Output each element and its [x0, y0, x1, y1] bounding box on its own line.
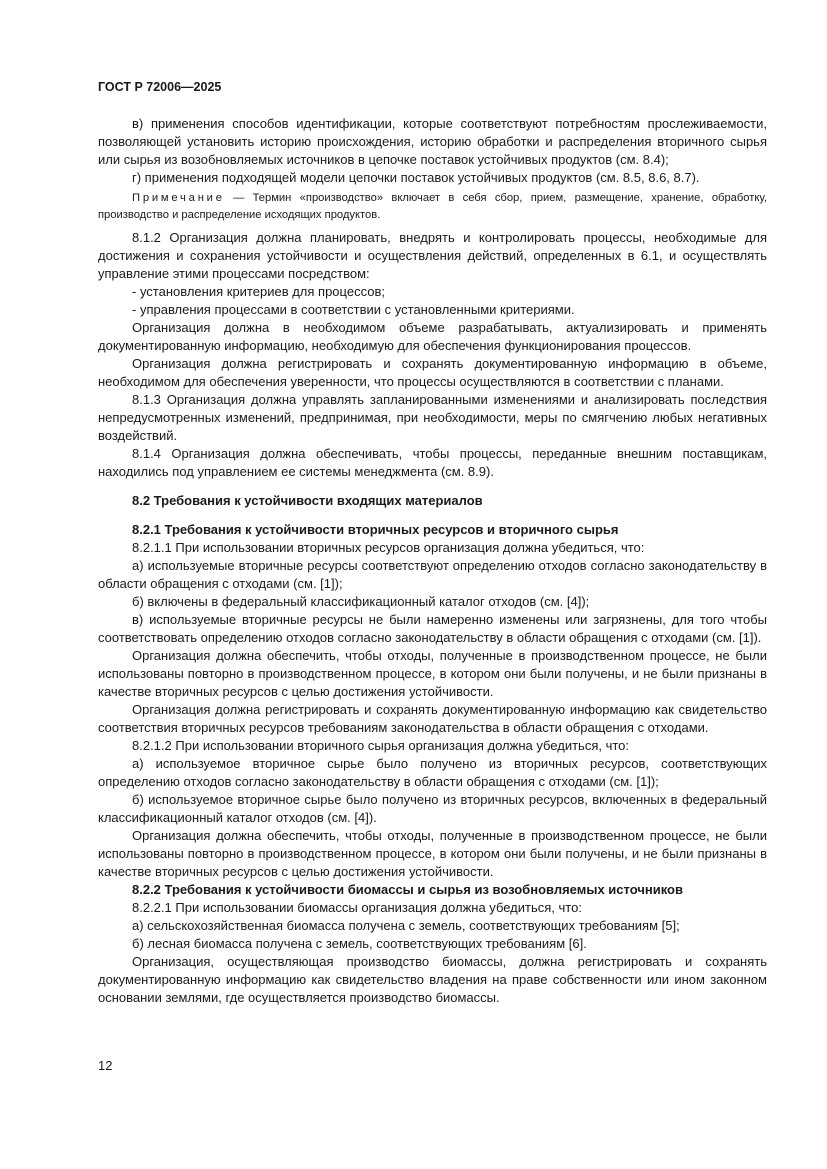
- paragraph: в) используемые вторичные ресурсы не были намеренно изменены или загрязнены, для того чтобы соответствовать определению отходов согласно законодательству в области обращения с отходами (см. [1]).: [98, 612, 767, 645]
- paragraph: 8.1.3 Организация должна управлять запланированными изменениями и анализировать последствия непредусмотренных изменений, предпринимая, при необходимости, меры по смягчению любых негативных воздействий.: [98, 392, 767, 443]
- paragraph: Организация, осуществляющая производство биомассы, должна регистрировать и сохранять документированную информацию как свидетельство владения на праве собственности или ином законном основании землями, где осуществляется производство биомассы.: [98, 954, 767, 1005]
- paragraph: 8.2.1.2 При использовании вторичного сырья организация должна убедиться, что:: [132, 738, 630, 753]
- page-number: 12: [98, 1058, 113, 1073]
- paragraph: а) используемые вторичные ресурсы соответствуют определению отходов согласно законодательству в области обращения с отходами (см. [1]);: [98, 558, 767, 591]
- paragraph: Организация должна обеспечить, чтобы отходы, полученные в производственном процессе, не были использованы повторно в производственном процессе, в котором они были получены, и не были признаны в качестве вторичных ресурсов с целью достижения устойчивости.: [98, 828, 767, 879]
- note: [98, 190, 767, 223]
- document-body: [98, 115, 767, 1007]
- paragraph: Организация должна в необходимом объеме разрабатывать, актуализировать и применять документированную информацию, необходимую для обеспечения функционирования процессов.: [98, 320, 767, 353]
- paragraph: 8.2.2.1 При использовании биомассы организация должна убедиться, что:: [132, 900, 582, 915]
- paragraph: в) применения способов идентификации, которые соответствуют потребностям прослеживаемости, позволяющей установить историю происхождения, историю обработки и распределения вторичного сырья или сырья из возобновляемых источников в цепочке поставок устойчивых продуктов (см. 8.4);: [98, 116, 767, 167]
- paragraph: 8.1.2 Организация должна планировать, внедрять и контролировать процессы, необходимые для достижения и сохранения устойчивости и осуществления действий, определенных в 6.1, и осуществлять управление этими процессами посредством:: [98, 230, 767, 281]
- paragraph: Организация должна регистрировать и сохранять документированную информацию в объеме, необходимом для обеспечения уверенности, что процессы осуществляются в соответствии с планами.: [98, 356, 767, 389]
- paragraph: Организация должна обеспечить, чтобы отходы, полученные в производственном процессе, не были использованы повторно в производственном процессе, в котором они были получены, и не были признаны в качестве вторичных ресурсов с целью достижения устойчивости.: [98, 648, 767, 699]
- subsection-heading: 8.2.1 Требования к устойчивости вторичных ресурсов и вторичного сырья: [132, 522, 619, 537]
- section-heading: 8.2 Требования к устойчивости входящих материалов: [132, 493, 483, 508]
- paragraph: а) сельскохозяйственная биомасса получена с земель, соответствующих требованиям [5];: [132, 918, 680, 933]
- paragraph: Организация должна регистрировать и сохранять документированную информацию как свидетельство соответствия вторичных ресурсов требованиям законодательства в области обращения с отходами.: [98, 702, 767, 735]
- document-code-header: ГОСТ Р 72006—2025: [98, 80, 222, 94]
- paragraph: 8.2.1.1 При использовании вторичных ресурсов организация должна убедиться, что:: [132, 540, 645, 555]
- list-item: - управления процессами в соответствии с установленными критериями.: [132, 302, 575, 317]
- list-item: - установления критериев для процессов;: [132, 284, 385, 299]
- paragraph: г) применения подходящей модели цепочки поставок устойчивых продуктов (см. 8.5, 8.6, 8.7).: [132, 170, 700, 185]
- paragraph: б) лесная биомасса получена с земель, соответствующих требованиям [6].: [132, 936, 587, 951]
- paragraph: б) включены в федеральный классификационный каталог отходов (см. [4]);: [132, 594, 590, 609]
- paragraph: 8.1.4 Организация должна обеспечивать, чтобы процессы, переданные внешним поставщикам, находились под управлением ее системы менеджмента (см. 8.9).: [98, 446, 767, 479]
- subsection-heading: 8.2.2 Требования к устойчивости биомассы и сырья из возобновляемых источников: [132, 882, 683, 897]
- paragraph: а) используемое вторичное сырье было получено из вторичных ресурсов, соответствующих определению отходов согласно законодательству в области обращения с отходами (см. [1]);: [98, 756, 767, 789]
- note-text: — Термин «производство» включает в себя сбор, прием, размещение, хранение, обработку, производство и распределение исходящих продуктов.: [98, 192, 767, 221]
- paragraph: б) используемое вторичное сырье было получено из вторичных ресурсов, включенных в федеральный классификационный каталог отходов (см. [4]).: [98, 792, 767, 825]
- note-lead: Примечание: [132, 192, 225, 204]
